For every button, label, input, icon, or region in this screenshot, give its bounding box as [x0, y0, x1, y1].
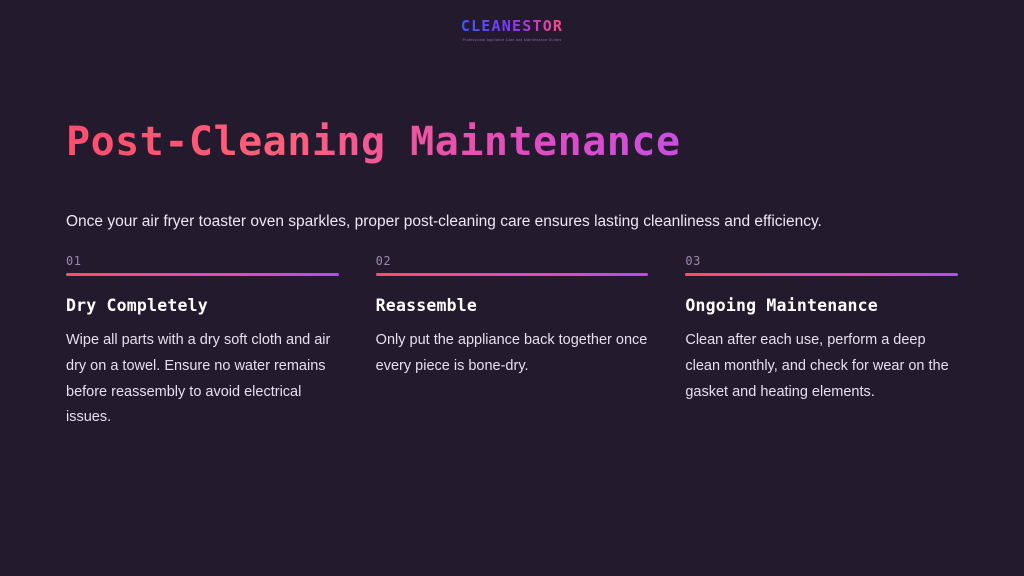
step-body: Wipe all parts with a dry soft cloth and air dry on a towel. Ensure no water remains before reassembly to avoid electrical issues. [66, 332, 331, 426]
step-title: Ongoing Maintenance [685, 296, 878, 315]
page-title: Post-Cleaning Maintenance [66, 119, 681, 165]
step-divider [685, 273, 958, 276]
step-body: Only put the appliance back together once every piece is bone-dry. [375, 332, 648, 374]
step-number: 01 [66, 254, 82, 268]
step-title: Dry Completely [66, 296, 208, 315]
step-number: 03 [685, 254, 701, 268]
subheading-text: Once your air fryer toaster oven sparkles, proper post-cleaning care ensures lasting cleanliness and efficiency. [66, 213, 822, 230]
brand-logo [0, 18, 1024, 42]
step-body: Clean after each use, perform a deep clean monthly, and check for wear on the gasket and heating elements. [685, 332, 949, 400]
step-number: 02 [375, 254, 392, 268]
list-item [685, 255, 958, 431]
step-divider [376, 273, 649, 276]
step-divider [66, 273, 339, 276]
brand-name: CLEANESTOR [460, 17, 564, 35]
list-item [66, 255, 339, 431]
steps-list [66, 255, 958, 431]
step-title: Reassemble [375, 296, 478, 315]
list-item [376, 255, 649, 431]
brand-tagline: Professional Appliance Care and Maintenance Guides [462, 38, 562, 42]
